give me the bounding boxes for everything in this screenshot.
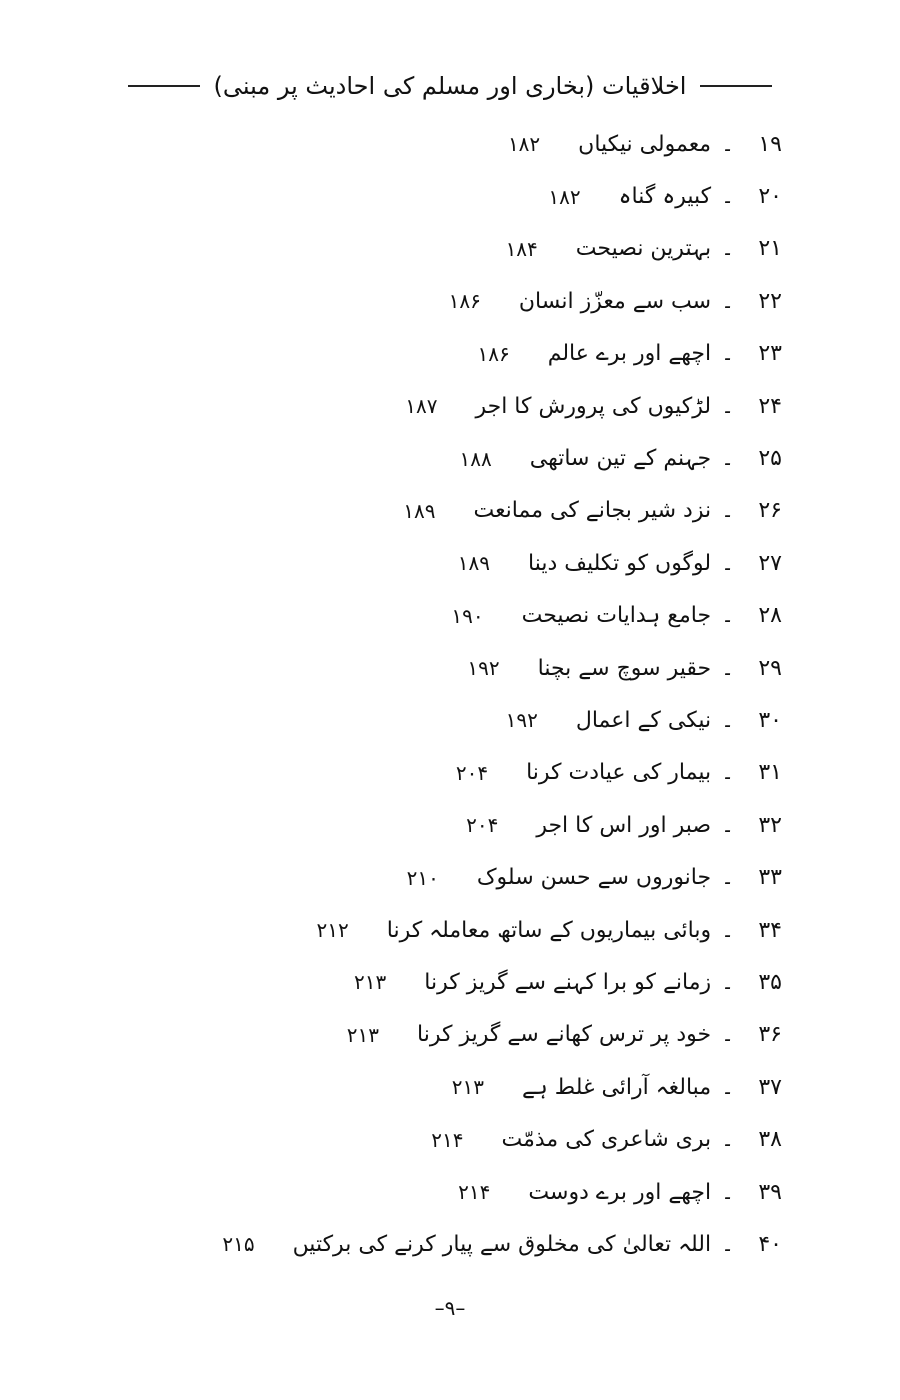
entry-title: نزد شیر بجانے کی ممانعت	[473, 498, 712, 524]
entry-separator: ۔	[721, 131, 734, 157]
entry-separator: ۔	[721, 550, 734, 576]
entry-page-number: ۲۱۳	[354, 970, 387, 995]
entry-title: نیکی کے اعمال	[575, 707, 712, 733]
toc-entry	[222, 1113, 782, 1165]
toc-entry	[222, 590, 782, 642]
entry-number: ۳۵	[758, 969, 782, 995]
entry-separator: ۔	[721, 341, 734, 367]
entry-title: معمولی نیکیاں	[578, 131, 712, 157]
page-number: –۹–	[434, 1296, 466, 1320]
entry-title: مبالغہ آرائی غلط ہے	[522, 1074, 712, 1100]
entry-page-number: ۲۰۴	[455, 760, 489, 785]
toc-entry	[222, 694, 782, 746]
entry-number: ۲۶	[758, 498, 782, 524]
entry-page-number: ۱۹۰	[451, 603, 484, 628]
entry-separator: ۔	[721, 1127, 734, 1153]
entry-separator: ۔	[721, 917, 734, 943]
entry-number: ۱۹	[758, 131, 782, 157]
entry-separator: ۔	[721, 393, 734, 419]
entry-title: کبیرہ گناہ	[618, 184, 712, 210]
entry-separator: ۔	[721, 812, 734, 838]
entry-separator: ۔	[721, 446, 734, 472]
entry-page-number: ۲۱۴	[431, 1127, 464, 1152]
entry-page-number: ۱۹۲	[505, 708, 538, 733]
toc-entry	[222, 432, 782, 484]
entry-number: ۳۶	[758, 1022, 782, 1048]
entry-number: ۲۷	[758, 550, 782, 576]
entry-separator: ۔	[721, 288, 734, 314]
entry-number: ۳۱	[758, 760, 782, 786]
entry-number: ۳۰	[758, 707, 782, 733]
entry-number: ۲۲	[758, 288, 782, 314]
entry-page-number: ۱۹۲	[467, 656, 500, 681]
entry-page-number: ۱۸۶	[477, 341, 510, 366]
entry-separator: ۔	[721, 498, 734, 524]
entry-page-number: ۲۱۰	[406, 865, 439, 890]
toc-entry	[222, 851, 782, 903]
entry-title: لڑکیوں کی پرورش کا اجر	[475, 393, 712, 419]
entry-page-number: ۲۱۳	[451, 1075, 485, 1100]
entry-title: جہنم کے تین ساتھی	[529, 446, 712, 472]
toc-entry	[222, 642, 782, 694]
entry-page-number: ۱۸۹	[457, 551, 490, 576]
toc-entry	[222, 275, 782, 327]
toc-entry	[222, 799, 782, 851]
entry-number: ۲۵	[758, 446, 782, 472]
entry-page-number: ۱۸۶	[448, 289, 481, 314]
toc-entry	[222, 485, 782, 537]
entry-page-number: ۲۰۴	[466, 813, 499, 838]
entry-title: صبر اور اس کا اجر	[536, 812, 712, 838]
entry-page-number: ۲۱۴	[458, 1180, 491, 1204]
entry-separator: ۔	[721, 1074, 734, 1100]
entry-number: ۳۳	[758, 865, 782, 891]
header-title: اخلاقیات (بخاری اور مسلم کی احادیث پر مبنی)	[213, 72, 687, 100]
toc-entry	[222, 1061, 782, 1113]
entry-number: ۳۹	[758, 1179, 782, 1205]
entry-separator: ۔	[721, 1231, 734, 1257]
entry-separator: ۔	[721, 1022, 734, 1048]
running-header	[0, 72, 900, 100]
entry-number: ۳۴	[758, 917, 782, 943]
entry-title: لوگوں کو تکلیف دینا	[527, 550, 712, 576]
entry-separator: ۔	[721, 236, 734, 262]
entry-page-number: ۱۸۸	[459, 446, 492, 471]
entry-title: سب سے معزّز انسان	[518, 288, 712, 314]
entry-separator: ۔	[721, 184, 734, 210]
entry-number: ۴۰	[758, 1231, 782, 1257]
entry-number: ۲۰	[758, 184, 782, 210]
table-of-contents	[222, 118, 782, 1271]
entry-page-number: ۱۸۷	[405, 394, 438, 419]
toc-entry	[222, 747, 782, 799]
toc-entry	[222, 904, 782, 956]
entry-number: ۲۸	[758, 603, 782, 629]
entry-number: ۳۷	[758, 1074, 782, 1100]
entry-page-number: ۱۸۲	[548, 184, 581, 209]
entry-number: ۲۳	[758, 341, 782, 367]
entry-page-number: ۱۸۴	[505, 236, 538, 261]
toc-entry	[222, 170, 782, 222]
entry-page-number: ۲۱۵	[222, 1232, 255, 1257]
entry-title: بری شاعری کی مذمّت	[501, 1127, 712, 1153]
toc-entry	[222, 380, 782, 432]
entry-title: جامع ہدایات نصیحت	[521, 603, 712, 629]
entry-page-number: ۱۸۲	[507, 132, 541, 157]
entry-number: ۳۸	[758, 1127, 782, 1153]
toc-entry	[222, 956, 782, 1008]
entry-title: اچھے اور برے عالم	[547, 341, 712, 367]
entry-separator: ۔	[721, 760, 734, 786]
toc-entry	[222, 328, 782, 380]
entry-number: ۲۴	[758, 393, 782, 419]
header-rule-right	[700, 85, 772, 87]
entry-title: وبائی بیماریوں کے ساتھ معاملہ کرنا	[386, 917, 712, 943]
entry-title: بیمار کی عیادت کرنا	[526, 760, 712, 786]
entry-title: بہترین نصیحت	[575, 236, 712, 262]
toc-entry	[222, 537, 782, 589]
entry-title: اچھے اور برے دوست	[528, 1179, 712, 1205]
toc-entry	[222, 118, 782, 170]
entry-title: زمانے کو برا کہنے سے گریز کرنا	[424, 969, 712, 995]
entry-page-number: ۲۱۲	[316, 918, 349, 943]
entry-separator: ۔	[721, 603, 734, 629]
toc-entry	[222, 223, 782, 275]
entry-title: اللہ تعالیٰ کی مخلوق سے پیار کرنے کی برکتیں	[292, 1231, 712, 1257]
entry-page-number: ۱۸۹	[403, 498, 436, 523]
entry-separator: ۔	[721, 969, 734, 995]
entry-separator: ۔	[721, 707, 734, 733]
entry-title: خود پر ترس کھانے سے گریز کرنا	[417, 1022, 712, 1048]
entry-separator: ۔	[721, 1179, 734, 1205]
entry-title: جانوروں سے حسن سلوک	[476, 865, 712, 891]
entry-number: ۲۱	[758, 236, 782, 262]
entry-title: حقیر سوچ سے بچنا	[537, 655, 712, 681]
toc-entry	[222, 1218, 782, 1270]
header-rule-left	[128, 85, 200, 87]
entry-separator: ۔	[721, 865, 734, 891]
entry-number: ۳۲	[758, 812, 782, 838]
toc-entry	[222, 1009, 782, 1061]
entry-number: ۲۹	[758, 655, 782, 681]
entry-separator: ۔	[721, 655, 734, 681]
toc-entry	[222, 1166, 782, 1218]
entry-page-number: ۲۱۳	[346, 1022, 380, 1047]
